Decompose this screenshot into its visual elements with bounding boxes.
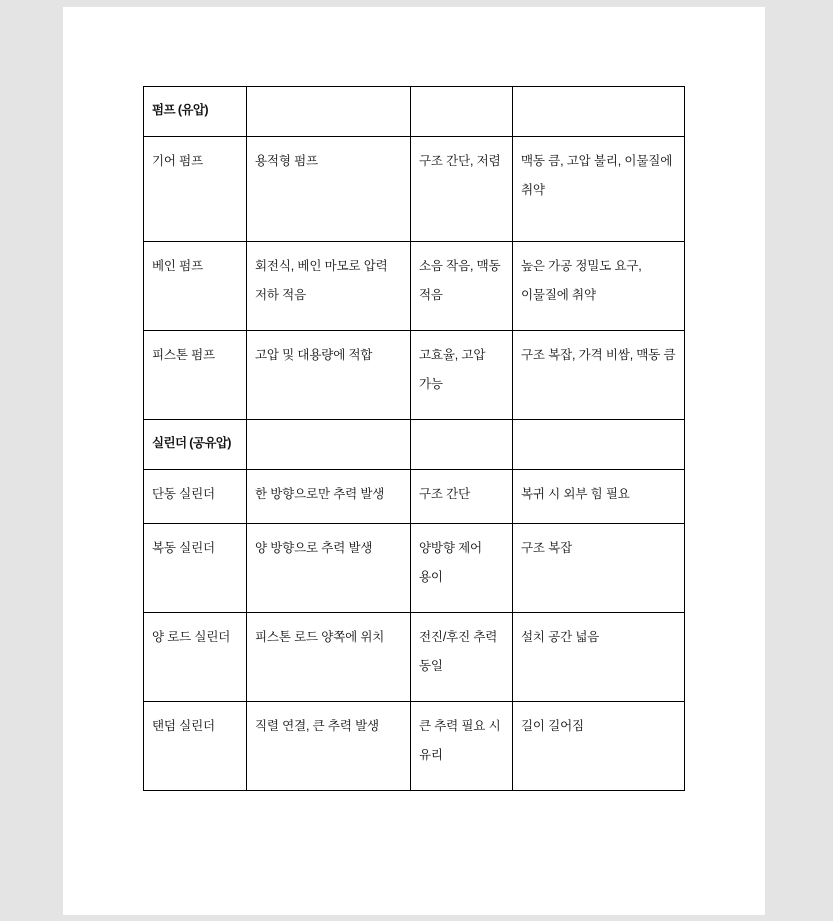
section-header-row-pump — [144, 87, 685, 137]
table-row — [144, 242, 685, 331]
row-name: 베인 펌프 — [144, 242, 247, 331]
row-name: 탠덤 실린더 — [144, 702, 247, 791]
row-disadvantage: 복귀 시 외부 힘 필요 — [513, 470, 685, 524]
row-disadvantage: 구조 복잡 — [513, 524, 685, 613]
table-row — [144, 470, 685, 524]
comparison-table-body — [144, 87, 685, 791]
comparison-table-container — [143, 86, 684, 791]
row-description: 직렬 연결, 큰 추력 발생 — [247, 702, 411, 791]
row-advantage: 구조 간단 — [411, 470, 513, 524]
row-disadvantage: 맥동 큼, 고압 불리, 이물질에 취약 — [513, 137, 685, 242]
section-header-empty-cell — [247, 87, 411, 137]
row-advantage: 구조 간단, 저렴 — [411, 137, 513, 242]
section-header-empty-cell — [513, 420, 685, 470]
document-page — [63, 7, 765, 915]
row-advantage: 소음 작음, 맥동 적음 — [411, 242, 513, 331]
row-advantage: 고효율, 고압 가능 — [411, 331, 513, 420]
row-advantage: 전진/후진 추력 동일 — [411, 613, 513, 702]
table-row — [144, 137, 685, 242]
comparison-table — [143, 86, 685, 791]
table-row — [144, 702, 685, 791]
table-row — [144, 524, 685, 613]
section-header-empty-cell — [513, 87, 685, 137]
section-header-empty-cell — [411, 420, 513, 470]
row-disadvantage: 구조 복잡, 가격 비쌈, 맥동 큼 — [513, 331, 685, 420]
row-disadvantage: 길이 길어짐 — [513, 702, 685, 791]
row-description: 한 방향으로만 추력 발생 — [247, 470, 411, 524]
section-title-cylinder: 실린더 (공유압) — [144, 420, 247, 470]
row-description: 고압 및 대용량에 적합 — [247, 331, 411, 420]
table-row — [144, 331, 685, 420]
row-advantage: 큰 추력 필요 시 유리 — [411, 702, 513, 791]
row-name: 피스톤 펌프 — [144, 331, 247, 420]
row-name: 복동 실린더 — [144, 524, 247, 613]
section-title-pump: 펌프 (유압) — [144, 87, 247, 137]
row-description: 양 방향으로 추력 발생 — [247, 524, 411, 613]
row-disadvantage: 높은 가공 정밀도 요구, 이물질에 취약 — [513, 242, 685, 331]
section-header-row-cylinder — [144, 420, 685, 470]
row-description: 회전식, 베인 마모로 압력 저하 적음 — [247, 242, 411, 331]
row-disadvantage: 설치 공간 넓음 — [513, 613, 685, 702]
row-name: 기어 펌프 — [144, 137, 247, 242]
section-header-empty-cell — [411, 87, 513, 137]
table-row — [144, 613, 685, 702]
row-name: 양 로드 실린더 — [144, 613, 247, 702]
row-description: 피스톤 로드 양쪽에 위치 — [247, 613, 411, 702]
row-description: 용적형 펌프 — [247, 137, 411, 242]
section-header-empty-cell — [247, 420, 411, 470]
row-name: 단동 실린더 — [144, 470, 247, 524]
row-advantage: 양방향 제어 용이 — [411, 524, 513, 613]
